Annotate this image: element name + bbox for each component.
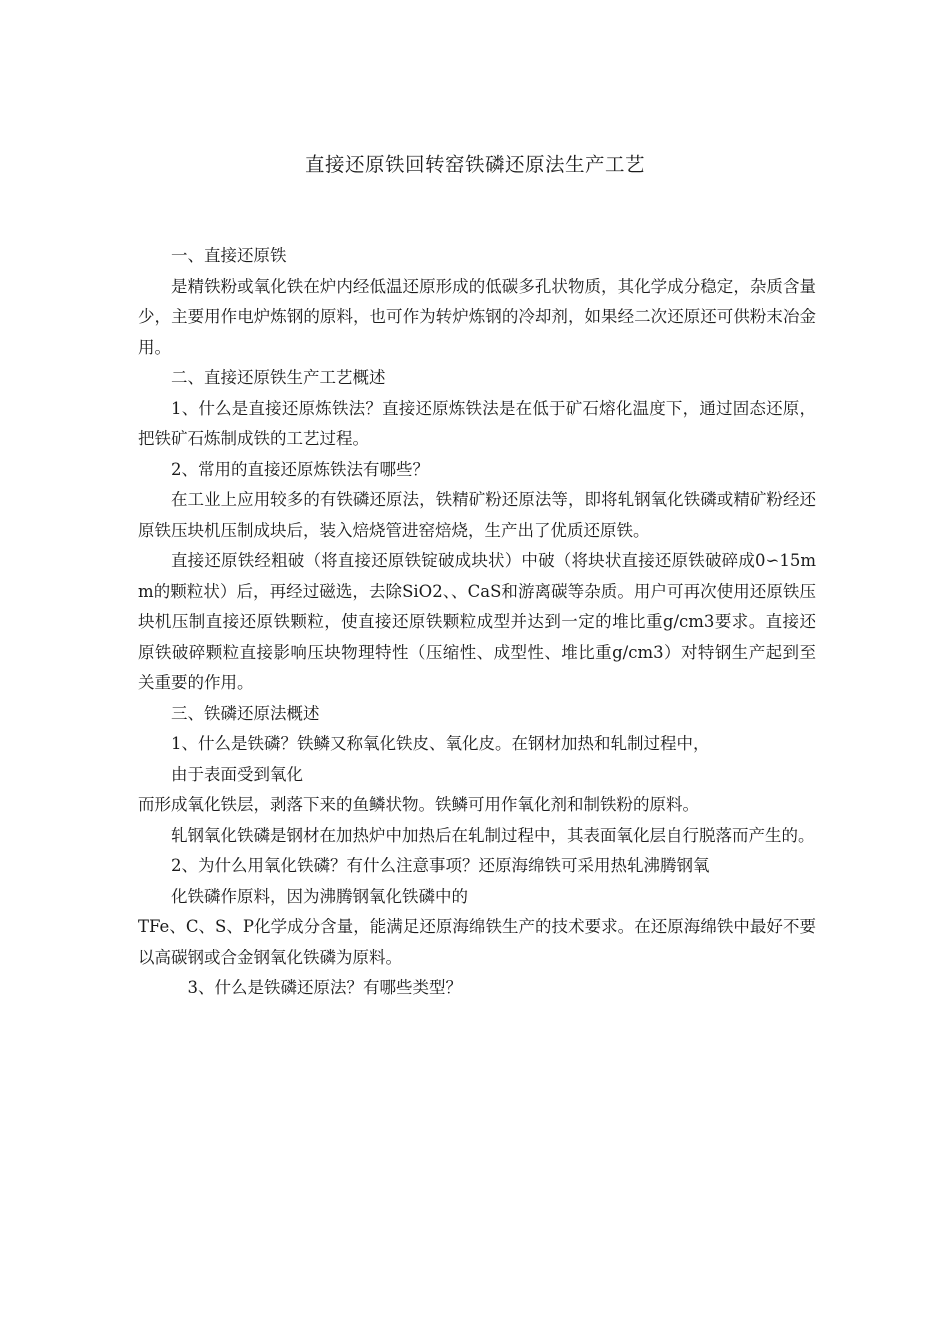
document-body bbox=[138, 241, 816, 1004]
paragraph: 2、为什么用氧化铁磷？有什么注意事项？还原海绵铁可采用热轧沸腾钢氧 bbox=[171, 856, 710, 875]
paragraph: 在工业上应用较多的有铁磷还原法，铁精矿粉还原法等，即将轧钢氧化铁磷或精矿粉经还原铁压块机压制成块后，装入焙烧管进窑焙烧，生产出了优质还原铁。 bbox=[138, 490, 816, 540]
paragraph: 直接还原铁经粗破（将直接还原铁锭破成块状）中破（将块状直接还原铁破碎成0∽15mm的颗粒状）后，再经过磁选，去除SiO2、、CaS和游离碳等杂质。用户可再次使用还原铁压块机压制直接还原铁颗粒，使直接还原铁颗粒成型并达到一定的堆比重g/cm3要求。直接还原铁破碎颗粒直接影响压块物理特性（压缩性、成型性、堆比重g/cm3）对特钢生产起到至关重要的作用。 bbox=[138, 551, 816, 692]
document-title: 直接还原铁回转窑铁磷还原法生产工艺 bbox=[304, 153, 645, 176]
paragraph-continuation: TFe、C、S、P化学成分含量，能满足还原海绵铁生产的技术要求。在还原海绵铁中最好不要以高碳钢或合金钢氧化铁磷为原料。 bbox=[138, 917, 816, 967]
section-heading-2: 二、直接还原铁生产工艺概述 bbox=[171, 368, 386, 387]
paragraph: 是精铁粉或氧化铁在炉内经低温还原形成的低碳多孔状物质，其化学成分稳定，杂质含量少，主要用作电炉炼钢的原料，也可作为转炉炼钢的冷却剂，如果经二次还原还可供粉末冶金用。 bbox=[138, 276, 816, 357]
paragraph: 1、什么是铁磷？铁鳞又称氧化铁皮、氧化皮。在钢材加热和轧制过程中， bbox=[171, 734, 710, 753]
section-heading-3: 三、铁磷还原法概述 bbox=[171, 703, 320, 723]
paragraph: 轧钢氧化铁磷是钢材在加热炉中加热后在轧制过程中，其表面氧化层自行脱落而产生的。 bbox=[171, 825, 815, 845]
paragraph-continuation: 而形成氧化铁层，剥落下来的鱼鳞状物。铁鳞可用作氧化剂和制铁粉的原料。 bbox=[138, 795, 699, 814]
paragraph: 1、什么是直接还原炼铁法？直接还原炼铁法是在低于矿石熔化温度下，通过固态还原，把铁矿石炼制成铁的工艺过程。 bbox=[138, 398, 816, 448]
paragraph-fragment: 化铁磷作原料，因为沸腾钢氧化铁磷中的 bbox=[171, 886, 468, 906]
section-heading-1: 一、直接还原铁 bbox=[171, 246, 287, 265]
paragraph-fragment: 由于表面受到氧化 bbox=[171, 764, 303, 784]
paragraph: 3、什么是铁磷还原法？有哪些类型？ bbox=[187, 978, 462, 997]
paragraph: 2、常用的直接还原炼铁法有哪些？ bbox=[171, 459, 429, 479]
